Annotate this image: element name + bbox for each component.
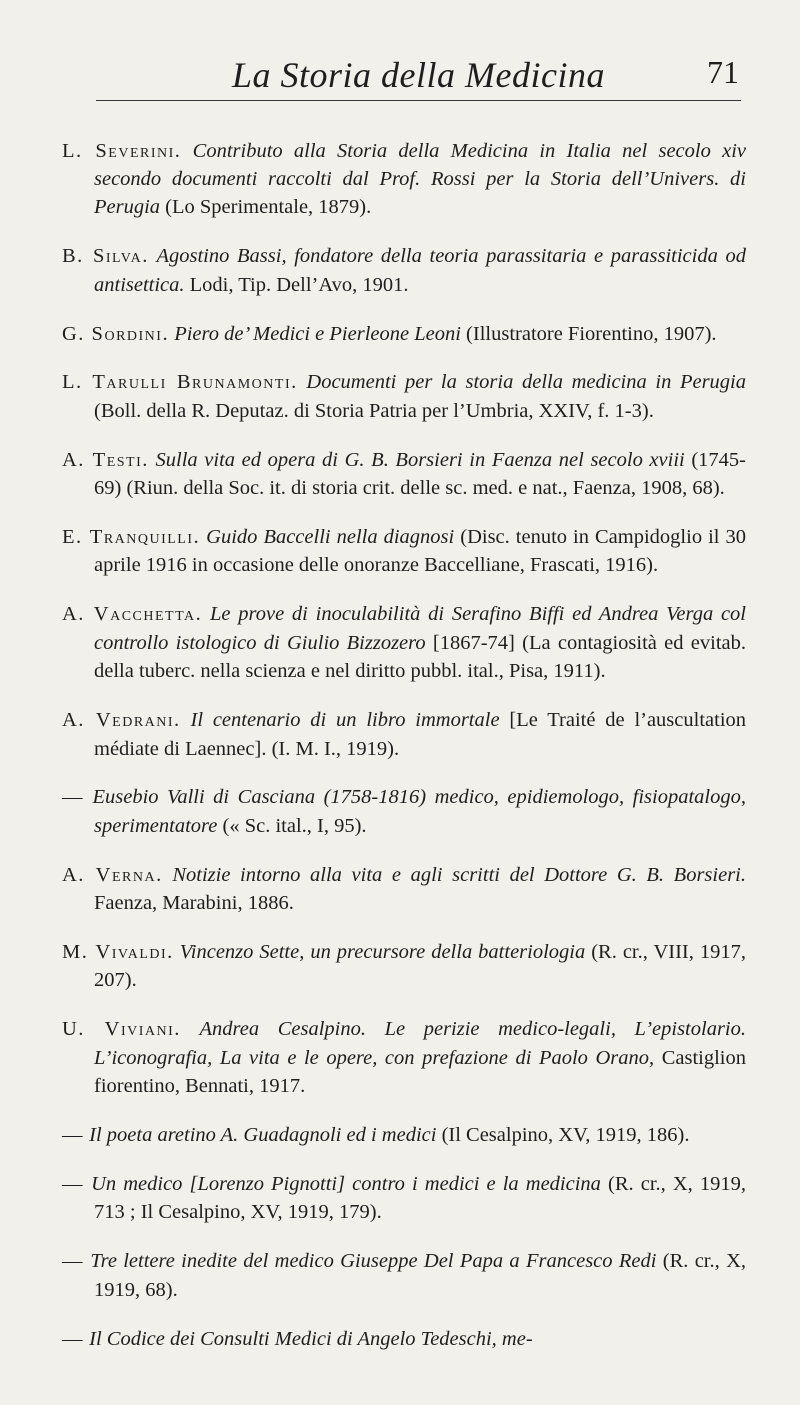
bibliography-entry (62, 600, 746, 685)
bibliography-entry (62, 706, 746, 763)
entry-title: Documenti per la storia della medicina in Perugia (306, 371, 746, 394)
entry-author: E. Tranquilli. (62, 526, 201, 549)
entry-title: Tre lettere inedite del medico Giuseppe Del Papa a Francesco Redi (90, 1250, 657, 1273)
entry-publication: [Le Traité de l’auscultation médiate di Laennec]. (I. M. I., 1919). (94, 709, 747, 760)
bibliography-entry (62, 320, 746, 348)
entry-title: Guido Baccelli nella diagnosi (206, 526, 455, 549)
entry-author: L. Tarulli Brunamonti. (62, 371, 298, 394)
bibliography-entry (62, 137, 746, 222)
entry-author: U. Viviani. (62, 1018, 181, 1041)
page-number: 71 (707, 54, 739, 90)
entry-title: Eusebio Valli di Casciana (1758-1816) medico, epidiemologo, fisiopatalogo, sperimentatore (92, 786, 746, 837)
entry-author: — (62, 1172, 84, 1195)
entry-title: Sulla vita ed opera di G. B. Borsieri in Faenza nel secolo xviii (155, 448, 685, 471)
entry-author: — (62, 1327, 84, 1350)
entry-author: — (62, 1250, 84, 1273)
entry-publication: (Disc. tenuto in Campidoglio il 30 aprile 1916 in occasione delle onoranze Baccelliane, Frascati, 1916). (94, 526, 746, 577)
entry-title: Andrea Cesalpino. Le perizie medico-legali, L’epistolario. L’iconografia, La vita e le opere, con prefazione di Paolo Orano, (94, 1018, 746, 1069)
entry-title: Il centenario di un libro immortale (190, 709, 500, 732)
entry-title: Un medico [Lorenzo Pignotti] contro i medici e la medicina (91, 1172, 601, 1195)
entry-publication: (« Sc. ital., I, 95). (222, 814, 367, 837)
entry-author: A. Verna. (62, 863, 163, 886)
entry-author: A. Vacchetta. (62, 603, 203, 626)
entry-title: Notizie intorno alla vita e agli scritti del Dottore G. B. Borsieri. (172, 863, 746, 886)
bibliography-entry (62, 1170, 746, 1227)
entry-author: — (62, 1124, 84, 1147)
bibliography-entry (62, 783, 746, 840)
entry-author: A. Vedrani. (62, 709, 181, 732)
entry-publication: (R. cr., X, 1919, 68). (94, 1250, 746, 1301)
entry-publication: Faenza, Marabini, 1886. (94, 892, 294, 915)
page-header (96, 44, 741, 101)
running-title: La Storia della Medicina (232, 55, 605, 95)
entry-publication: (Illustratore Fiorentino, 1907). (466, 322, 717, 345)
entry-title: Contributo alla Storia della Medicina in Italia nel secolo xiv secondo documenti raccolti dal Prof. Rossi per la Storia dell’Univers. di Perugia (94, 139, 746, 219)
entry-publication: Lodi, Tip. Dell’Avo, 1901. (189, 273, 409, 296)
entry-title: Le prove di inoculabilità di Serafino Biffi ed Andrea Verga col controllo istologico di Giulio Bizzozero (94, 603, 747, 654)
bibliography-entry (62, 938, 746, 995)
entry-publication: (Lo Sperimentale, 1879). (165, 196, 372, 219)
bibliography-entry (62, 446, 746, 503)
entry-author: G. Sordini. (62, 322, 170, 345)
bibliography-list (62, 116, 746, 1374)
bibliography-entry (62, 1121, 746, 1149)
entry-publication: (Il Cesalpino, XV, 1919, 186). (441, 1124, 690, 1147)
bibliography-entry (62, 368, 746, 425)
entry-title: Il Codice dei Consulti Medici di Angelo Tedeschi, me- (89, 1327, 533, 1350)
entry-title: Vincenzo Sette, un precursore della batteriologia (179, 941, 586, 964)
entry-publication: (Boll. della R. Deputaz. di Storia Patria per l’Umbria, XXIV, f. 1-3). (94, 399, 654, 422)
entry-publication: (1745-69) (Riun. della Soc. it. di storia crit. delle sc. med. e nat., Faenza, 1908, 68). (94, 448, 747, 500)
entry-author: — (62, 786, 84, 809)
entry-title: Piero de’ Medici e Pierleone Leoni (174, 322, 461, 345)
entry-title: Agostino Bassi, fondatore della teoria parassitaria e parassiticida od antisettica. (94, 245, 746, 296)
entry-author: A. Testi. (62, 448, 149, 471)
bibliography-entry (62, 1325, 746, 1353)
bibliography-entry (62, 242, 746, 299)
bibliography-entry (62, 1247, 746, 1304)
bibliography-entry (62, 1015, 746, 1100)
entry-publication: (R. cr., X, 1919, 713 ; Il Cesalpino, XV, 1919, 179). (94, 1172, 746, 1224)
entry-author: L. Severini. (62, 139, 182, 162)
entry-publication: [1867-74] (La contagiosità ed evitab. della tuberc. nella scienza e nel diritto pubbl. ital., Pisa, 1911). (94, 631, 746, 683)
entry-publication: (R. cr., VIII, 1917, 207). (94, 941, 746, 992)
entry-publication: Castiglion fiorentino, Bennati, 1917. (94, 1046, 746, 1098)
entry-title: Il poeta aretino A. Guadagnoli ed i medici (89, 1124, 437, 1147)
entry-author: B. Silva. (62, 245, 149, 268)
bibliography-entry (62, 523, 746, 580)
bibliography-entry (62, 861, 746, 918)
entry-author: M. Vivaldi. (62, 941, 174, 964)
